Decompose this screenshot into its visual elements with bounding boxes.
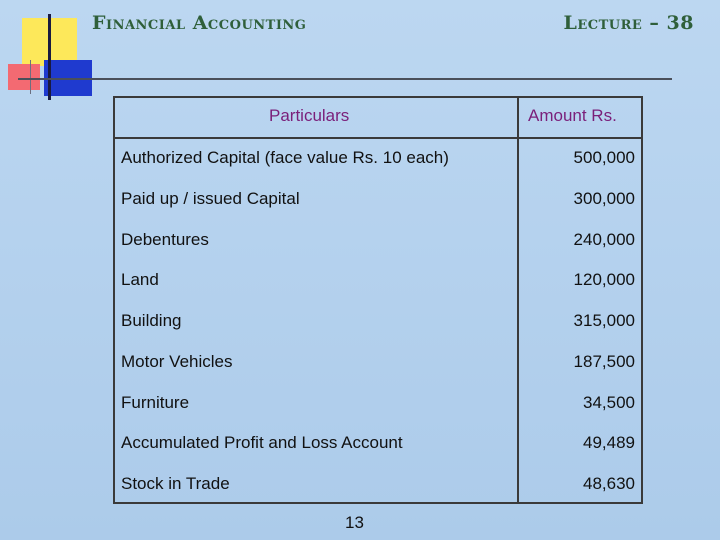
table-row (115, 382, 641, 423)
table-row (115, 341, 641, 382)
particular-cell: Authorized Capital (face value Rs. 10 each) (121, 148, 449, 167)
lecture-number: Lecture – 38 (563, 12, 694, 34)
particular-cell: Debentures (121, 230, 209, 249)
column-header-particulars: Particulars (269, 106, 350, 125)
page-number: 13 (345, 513, 364, 532)
amount-cell: 49,489 (583, 433, 635, 452)
logo-red-square (8, 64, 40, 90)
particular-cell: Land (121, 270, 159, 289)
amount-cell: 187,500 (573, 352, 635, 371)
amount-cell: 120,000 (573, 270, 635, 289)
logo-vertical-line (48, 14, 51, 100)
particular-cell: Motor Vehicles (121, 352, 233, 371)
table-row (115, 219, 641, 260)
particular-cell: Accumulated Profit and Loss Account (121, 433, 403, 452)
column-header-amount: Amount Rs. (528, 106, 617, 125)
table-row (115, 463, 641, 504)
particular-cell: Furniture (121, 393, 190, 412)
table-header-row (115, 98, 641, 139)
amount-cell: 500,000 (573, 148, 635, 167)
amount-cell: 48,630 (583, 474, 635, 493)
amount-cell: 34,500 (583, 393, 635, 412)
particular-cell: Paid up / issued Capital (121, 189, 300, 208)
logo-thin-line (30, 60, 31, 94)
table-row (115, 137, 641, 178)
amount-cell: 315,000 (573, 311, 635, 330)
table-row (115, 300, 641, 341)
amount-cell: 300,000 (573, 189, 635, 208)
table-row (115, 178, 641, 219)
amount-cell: 240,000 (573, 230, 635, 249)
table-row (115, 422, 641, 463)
course-title: Financial Accounting (92, 12, 307, 34)
table-row (115, 259, 641, 300)
accounts-table (113, 96, 643, 504)
particular-cell: Stock in Trade (121, 474, 230, 493)
header-rule (18, 78, 672, 80)
particular-cell: Building (121, 311, 182, 330)
